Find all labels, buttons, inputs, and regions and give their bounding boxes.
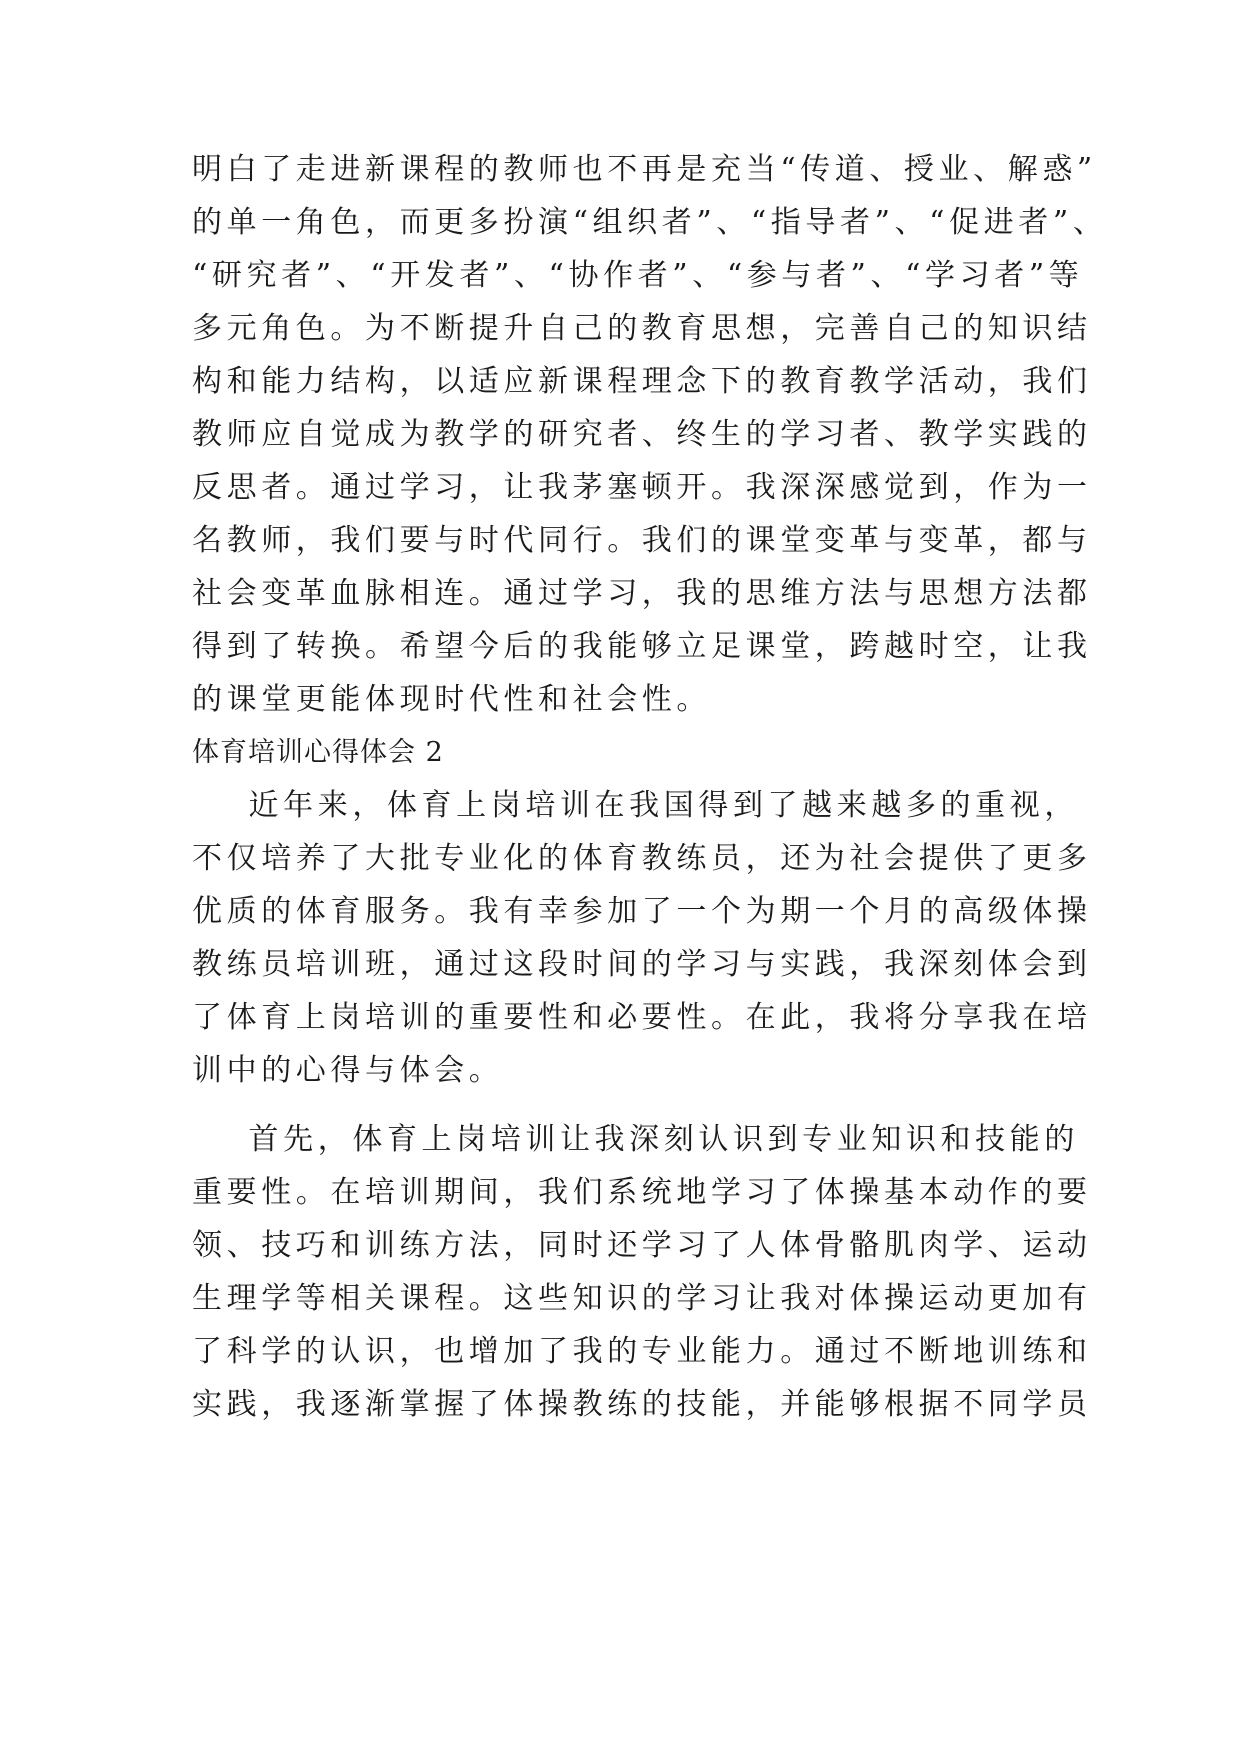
paragraph-line: 反思者。通过学习，让我茅塞顿开。我深深感觉到，作为一: [192, 470, 1092, 505]
paragraph-line: 首先，体育上岗培训让我深刻认识到专业知识和技能的: [192, 1122, 1079, 1157]
paragraph-line: 优质的体育服务。我有幸参加了一个为期一个月的高级体操: [192, 894, 1092, 929]
paragraph-line: 多元角色。为不断提升自己的教育思想，完善自己的知识结: [192, 311, 1092, 346]
paragraph-line: “研究者”、“开发者”、“协作者”、“参与者”、“学习者”等: [192, 258, 1084, 293]
paragraph-line: 训中的心得与体会。: [192, 1053, 504, 1088]
paragraph-line: 明白了走进新课程的教师也不再是充当“传道、授业、解惑”: [192, 152, 1097, 187]
paragraph-line: 社会变革血脉相连。通过学习，我的思维方法与思想方法都: [192, 576, 1092, 611]
paragraph-line: 实践，我逐渐掌握了体操教练的技能，并能够根据不同学员: [192, 1387, 1092, 1422]
paragraph-line: 的课堂更能体现时代性和社会性。: [192, 682, 711, 717]
paragraph-line: 重要性。在培训期间，我们系统地学习了体操基本动作的要: [192, 1175, 1092, 1210]
paragraph-line: 不仅培养了大批专业化的体育教练员，还为社会提供了更多: [192, 841, 1092, 876]
paragraph-line: 得到了转换。希望今后的我能够立足课堂，跨越时空，让我: [192, 629, 1092, 664]
paragraph-line: 名教师，我们要与时代同行。我们的课堂变革与变革，都与: [192, 523, 1092, 558]
paragraph-line: 教师应自觉成为教学的研究者、终生的学习者、教学实践的: [192, 417, 1092, 452]
paragraph-line: 的单一角色，而更多扮演“组织者”、“指导者”、“促进者”、: [192, 205, 1108, 240]
paragraph-line: 了体育上岗培训的重要性和必要性。在此，我将分享我在培: [192, 1000, 1092, 1035]
section-heading: 体育培训心得体会 2: [192, 737, 444, 768]
paragraph-line: 近年来，体育上岗培训在我国得到了越来越多的重视，: [192, 788, 1079, 823]
paragraph-line: 生理学等相关课程。这些知识的学习让我对体操运动更加有: [192, 1281, 1092, 1316]
paragraph-line: 教练员培训班，通过这段时间的学习与实践，我深刻体会到: [192, 947, 1092, 982]
paragraph-line: 构和能力结构，以适应新课程理念下的教育教学活动，我们: [192, 364, 1092, 399]
paragraph-line: 领、技巧和训练方法，同时还学习了人体骨骼肌肉学、运动: [192, 1228, 1092, 1263]
paragraph-line: 了科学的认识，也增加了我的专业能力。通过不断地训练和: [192, 1334, 1092, 1369]
